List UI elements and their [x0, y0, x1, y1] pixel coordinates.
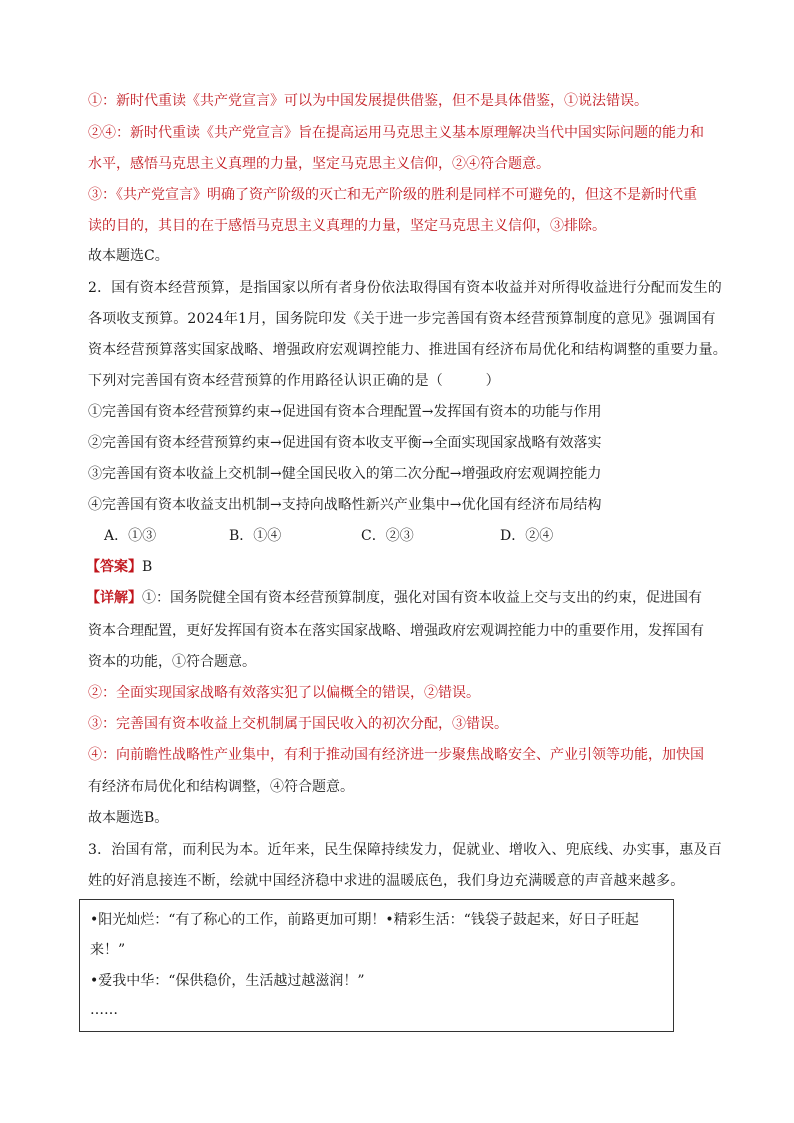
q2-option-d: D．②④	[500, 528, 554, 544]
q2-detail-line-6: ④：向前瞻性战略性产业集中，有利于推动国有经济进一步聚焦战略安全、产业引领等功能，加快国	[88, 747, 704, 763]
q2-detail-line-1	[86, 588, 702, 608]
q2-stem-line-2: 各项收支预算。2024年1月，国务院印发《关于进一步完善国有资本经营预算制度的意见》强调国有	[88, 311, 716, 327]
q3-box-line-4: ……	[90, 1002, 118, 1018]
conclusion-q1: 故本题选C。	[88, 248, 169, 264]
q2-statement-2: ②完善国有资本经营预算约束→促进国有资本收支平衡→全面实现国家战略有效落实	[88, 435, 602, 451]
q3-box-line-2: 来！”	[90, 942, 126, 958]
q2-detail-line-5: ③：完善国有资本收益上交机制属于国民收入的初次分配，③错误。	[88, 716, 508, 732]
q3-box-line-3: •爱我中华：“保供稳价，生活越过越滋润！”	[90, 973, 365, 989]
detail-text-1: ①：国务院健全国有资本经营预算制度，强化对国有资本收益上交与支出的约束，促进国有	[142, 590, 702, 606]
q2-statement-3: ③完善国有资本收益上交机制→健全国民收入的第二次分配→增强政府宏观调控能力	[88, 466, 602, 482]
q2-option-a: A．①③	[104, 528, 157, 544]
q2-stem-line-1: 2．国有资本经营预算，是指国家以所有者身份依法取得国有资本收益并对所得收益进行分配而发生的	[88, 280, 722, 296]
q2-answer	[86, 557, 152, 577]
q2-option-b: B．①④	[229, 528, 282, 544]
analysis-line-4: ③：《共产党宣言》明确了资产阶级的灭亡和无产阶级的胜利是同样不可避免的，但这不是新时代重	[88, 187, 697, 203]
q2-option-c: C．②③	[361, 528, 414, 544]
q3-box-line-1: •阳光灿烂：“有了称心的工作，前路更加可期！•精彩生活：“钱袋子鼓起来，好日子旺起	[90, 912, 639, 928]
answer-value: B	[142, 559, 153, 575]
q2-statement-4: ④完善国有资本收益支出机制→支持向战略性新兴产业集中→优化国有经济布局结构	[88, 497, 602, 513]
q2-detail-line-7: 有经济布局优化和结构调整，④符合题意。	[88, 779, 354, 795]
q2-stem-line-4: 下列对完善国有资本经营预算的作用路径认识正确的是（ ）	[88, 373, 500, 389]
analysis-line-1: ①：新时代重读《共产党宣言》可以为中国发展提供借鉴，但不是具体借鉴，①说法错误。	[88, 93, 648, 109]
q3-stem-line-1: 3．治国有常，而利民为本。近年来，民生保障持续发力，促就业、增收入、兜底线、办实事，惠及百	[88, 842, 722, 858]
detail-tag: 【详解】	[86, 590, 142, 606]
q2-stem-line-3: 资本经营预算落实国家战略、增强政府宏观调控能力、推进国有经济布局优化和结构调整的重要力量。	[88, 342, 727, 358]
analysis-line-2: ②④：新时代重读《共产党宣言》旨在提高运用马克思主义基本原理解决当代中国实际问题的能力和	[88, 125, 704, 141]
q2-detail-line-2: 资本合理配置，更好发挥国有资本在落实国家战略、增强政府宏观调控能力中的重要作用，发挥国有	[88, 623, 704, 639]
conclusion-q2: 故本题选B。	[88, 810, 169, 826]
analysis-line-3: 水平，感悟马克思主义真理的力量，坚定马克思主义信仰，②④符合题意。	[88, 156, 550, 172]
answer-tag: 【答案】	[86, 559, 142, 575]
q3-stem-line-2: 姓的好消息接连不断，绘就中国经济稳中求进的温暖底色，我们身边充满暖意的声音越来越多。	[88, 873, 685, 889]
q2-detail-line-3: 资本的功能，①符合题意。	[88, 654, 256, 670]
q2-detail-line-4: ②：全面实现国家战略有效落实犯了以偏概全的错误，②错误。	[88, 685, 480, 701]
q2-statement-1: ①完善国有资本经营预算约束→促进国有资本合理配置→发挥国有资本的功能与作用	[88, 404, 602, 420]
analysis-line-5: 读的目的，其目的在于感悟马克思主义真理的力量，坚定马克思主义信仰，③排除。	[88, 218, 606, 234]
q3-material-box	[79, 899, 674, 1032]
